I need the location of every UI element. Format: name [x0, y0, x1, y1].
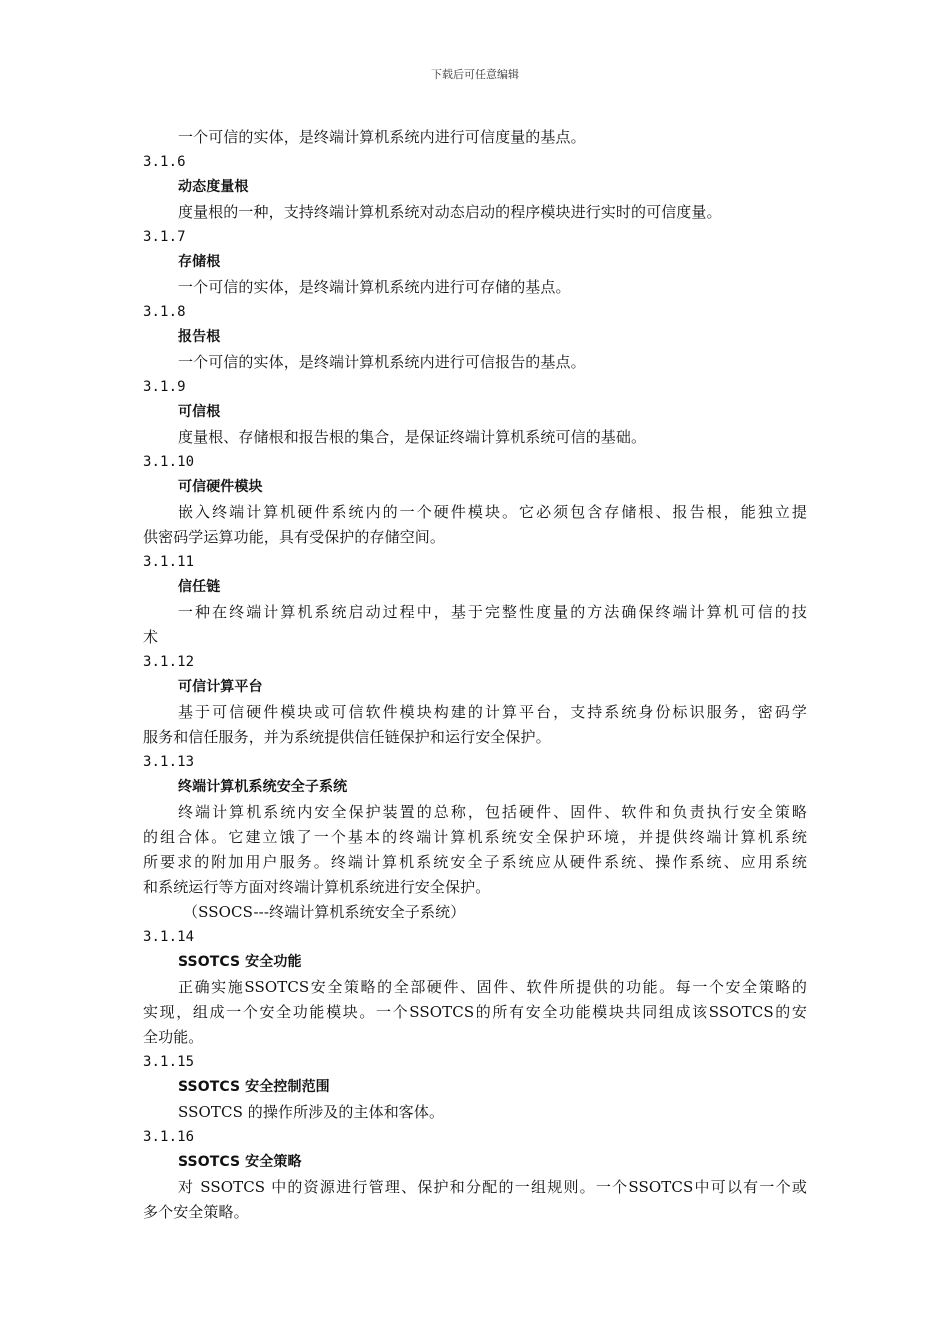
term-heading: 动态度量根 — [178, 179, 249, 195]
abbreviation-note: （SSOCS---终端计算机系统安全子系统） — [183, 903, 466, 921]
term-heading: SSOTCS 安全策略 — [178, 1154, 302, 1170]
term-heading: SSOTCS 安全功能 — [178, 954, 302, 970]
definition-text: 度量根的一种，支持终端计算机系统对动态启动的程序模块进行实时的可信度量。 — [178, 203, 722, 221]
definition-text: 终端计算机系统内安全保护装置的总称，包括硬件、固件、软件和负责执行安全策略 — [178, 803, 807, 821]
term-heading: SSOTCS 安全控制范围 — [178, 1079, 330, 1095]
definition-text: 嵌入终端计算机硬件系统内的一个硬件模块。它必须包含存储根、报告根，能独立提 — [178, 503, 807, 521]
term-heading: 可信根 — [178, 404, 221, 420]
section-number: 3.1.16 — [143, 1129, 195, 1145]
section-number: 3.1.10 — [143, 454, 195, 470]
definition-text: 一个可信的实体，是终端计算机系统内进行可信报告的基点。 — [178, 353, 586, 371]
term-heading: 信任链 — [178, 579, 221, 595]
document-body — [143, 125, 807, 1225]
definition-continuation: 多个安全策略。 — [143, 1203, 249, 1221]
term-heading: 终端计算机系统安全子系统 — [178, 779, 348, 795]
section-number: 3.1.6 — [143, 154, 186, 170]
term-heading: 存储根 — [178, 254, 221, 270]
section-number: 3.1.13 — [143, 754, 195, 770]
definition-text: 一种在终端计算机系统启动过程中，基于完整性度量的方法确保终端计算机可信的技 — [178, 603, 807, 621]
definition-continuation: 术 — [143, 628, 159, 646]
section-number: 3.1.7 — [143, 229, 186, 245]
section-number: 3.1.15 — [143, 1054, 195, 1070]
term-heading: 可信计算平台 — [178, 679, 263, 695]
term-heading: 报告根 — [178, 329, 221, 345]
definition-text: 正确实施SSOTCS安全策略的全部硬件、固件、软件所提供的功能。每一个安全策略的 — [178, 978, 807, 996]
section-number: 3.1.8 — [143, 304, 186, 320]
section-number: 3.1.14 — [143, 929, 195, 945]
definition-text: 一个可信的实体，是终端计算机系统内进行可信度量的基点。 — [178, 128, 586, 146]
definition-text: 基于可信硬件模块或可信软件模块构建的计算平台，支持系统身份标识服务，密码学 — [178, 703, 807, 721]
definition-continuation: 和系统运行等方面对终端计算机系统进行安全保护。 — [143, 878, 491, 896]
section-number: 3.1.11 — [143, 554, 195, 570]
definition-continuation: 的组合体。它建立饿了一个基本的终端计算机系统安全保护环境，并提供终端计算机系统 — [143, 828, 807, 846]
page-header: 下载后可任意编辑 — [431, 68, 519, 81]
definition-continuation: 全功能。 — [143, 1028, 204, 1046]
definition-continuation: 所要求的附加用户服务。终端计算机系统安全子系统应从硬件系统、操作系统、应用系统 — [143, 853, 807, 871]
definition-continuation: 实现，组成一个安全功能模块。一个SSOTCS的所有安全功能模块共同组成该SSOTCS的安 — [143, 1003, 807, 1021]
definition-text: 一个可信的实体，是终端计算机系统内进行可存储的基点。 — [178, 278, 571, 296]
definition-text: SSOTCS 的操作所涉及的主体和客体。 — [178, 1103, 445, 1121]
section-number: 3.1.9 — [143, 379, 186, 395]
definition-text: 度量根、存储根和报告根的集合，是保证终端计算机系统可信的基础。 — [178, 428, 647, 446]
section-number: 3.1.12 — [143, 654, 195, 670]
definition-continuation: 供密码学运算功能，具有受保护的存储空间。 — [143, 528, 446, 546]
term-heading: 可信硬件模块 — [178, 479, 263, 495]
definition-text: 对 SSOTCS 中的资源进行管理、保护和分配的一组规则。一个SSOTCS中可以有一个或 — [178, 1178, 807, 1196]
definition-continuation: 服务和信任服务，并为系统提供信任链保护和运行安全保护。 — [143, 728, 551, 746]
